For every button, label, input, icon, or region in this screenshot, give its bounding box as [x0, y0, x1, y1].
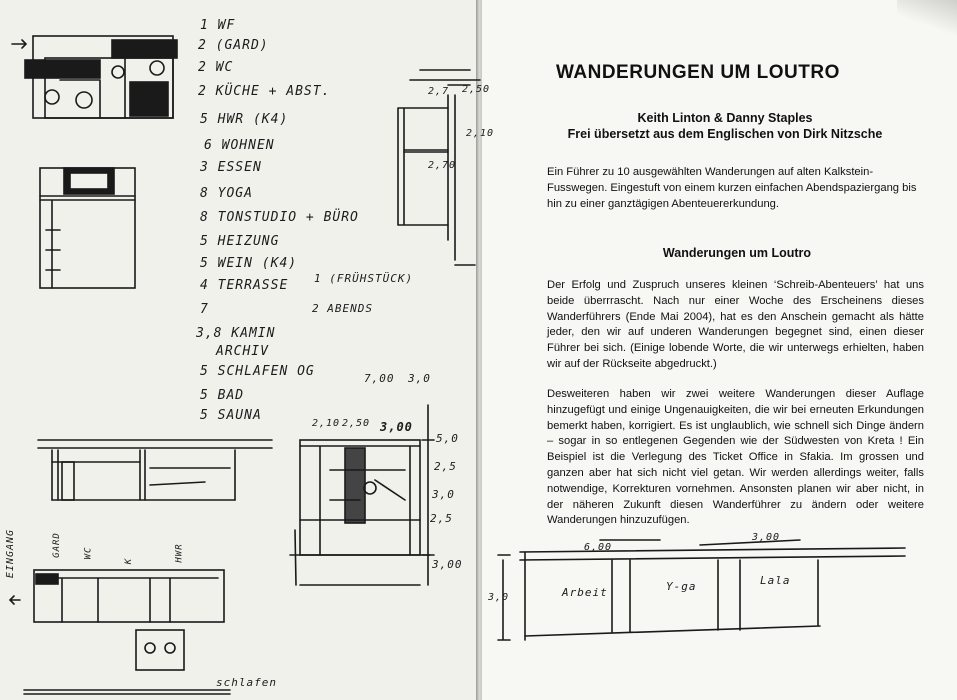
label-arbeit: Arbeit — [562, 586, 608, 599]
floor-plan-bottom — [10, 570, 230, 694]
label-yoga: Y-ga — [666, 580, 697, 593]
note-4: 2 KÜCHE + ABST. — [198, 84, 331, 99]
note-9: 8 TONSTUDIO + BÜRO — [200, 210, 359, 225]
note-20: 5 SAUNA — [200, 408, 262, 423]
note-7: 3 ESSEN — [200, 160, 262, 175]
translation-line: Frei übersetzt aus dem Englischen von Dirk Nitzsche — [567, 127, 883, 141]
note-2: 2 (GARD) — [198, 38, 269, 53]
label-schlafen: schlafen — [216, 676, 277, 689]
paragraph-1: Der Erfolg und Zuspruch unseres kleinen ‘Schreib-Abenteuers’ hat uns beide überrrascht. Nach nur einer Woche des Erscheinens dieses Wanderführers (Ende Mai 2004), hat es den Anschein gemacht als hätte jeder, den wir auf underen Wanderungen begegnet sind, einen dieser Führer bei sich. (Einige lobende Worte, die wir unterwegs erhielten, haben wir auf der Rückseite abgedruckt.) — [547, 279, 924, 370]
paragraph-2: Desweiteren haben wir zwei weitere Wanderungen dieser Auflage hinzugefügt und einige Ungenauigkeiten, die wir bei erneuten Erkundungen bemerkt haben, korrigiert. Es ist unglaublich, wie schnell sich Dinge ändern – sogar in so entlegenen Gegenden wie der Südwesten von Kreta ! Ein Beispiel ist die Verlegung des Ticket Office in Sfakia. Im grossen und ganzen aber hat sich nicht viel getan. Wir werden allerdings weiter, falls notwendige, Korrekturen vornehmen. Ansonsten planen wir aber nicht, in der näheren Zukunft diesen Wanderführer zu ändern oder weitere Wanderungen hinzuzufügen. — [547, 388, 924, 527]
floor-plan-right-bottom — [498, 540, 905, 640]
note-8: 8 YOGA — [200, 186, 253, 201]
dim-6: 3,0 — [408, 372, 431, 385]
intro-paragraph: Ein Führer zu 10 ausgewählten Wanderungen auf alten Kalkstein-Fusswegen. Eingestuft von einem kurzen einfachen Abendspaziergang bis hin zu einer ganztägigen Abenteuererkundung. — [547, 166, 917, 210]
dim-10: 5,0 — [436, 432, 459, 445]
floor-plan-top — [12, 36, 177, 118]
dim-13: 2,5 — [430, 512, 453, 525]
dim-8: 2,50 — [342, 418, 371, 429]
note-18: 5 SCHLAFEN OG — [200, 364, 315, 379]
dim-5: 7,00 — [364, 372, 395, 385]
dim-2: 2,50 — [462, 84, 491, 95]
note-12: 4 TERRASSE — [200, 278, 289, 293]
dim-3: 2,10 — [466, 128, 495, 139]
note-3: 2 WC — [198, 60, 234, 75]
section-heading: Wanderungen um Loutro — [662, 246, 812, 260]
dim-9: 3,00 — [380, 420, 413, 434]
note-17: ARCHIV — [216, 344, 269, 359]
dim-16: 6,00 — [584, 542, 613, 553]
note-15: 2 ABENDS — [312, 302, 373, 315]
authors-block — [500, 110, 950, 142]
dim-15: 3,0 — [488, 592, 510, 603]
authors-line: Keith Linton & Danny Staples — [637, 111, 813, 125]
label-gard: GARD — [51, 532, 62, 558]
dim-14: 3,00 — [432, 558, 463, 571]
note-5: 5 HWR (K4) — [200, 112, 289, 127]
label-k: K — [124, 557, 135, 565]
note-1: 1 WF — [200, 18, 236, 33]
note-16: 3,8 KAMIN — [196, 326, 276, 341]
note-13: 1 (FRÜHSTÜCK) — [314, 272, 414, 285]
note-11: 5 WEIN (K4) — [200, 256, 298, 271]
label-hwr: HWR — [174, 543, 185, 563]
dim-17: 3,00 — [752, 532, 781, 543]
label-eingang: EINGANG — [5, 528, 17, 579]
note-14: 7 — [200, 302, 209, 317]
long-section — [38, 440, 272, 500]
dim-7: 2,10 — [312, 418, 341, 429]
dim-11: 2,5 — [434, 460, 457, 473]
dim-12: 3,0 — [432, 488, 455, 501]
note-10: 5 HEIZUNG — [200, 234, 280, 249]
label-lala: Lala — [760, 574, 791, 587]
dim-1: 2,7 — [428, 86, 450, 97]
dim-4: 2,70 — [428, 160, 457, 171]
section-sketch-left — [40, 168, 135, 288]
note-6: 6 WOHNEN — [204, 138, 275, 153]
document-title: WANDERUNGEN UM LOUTRO — [556, 62, 840, 83]
note-19: 5 BAD — [200, 388, 245, 403]
label-wc: WC — [83, 546, 94, 560]
